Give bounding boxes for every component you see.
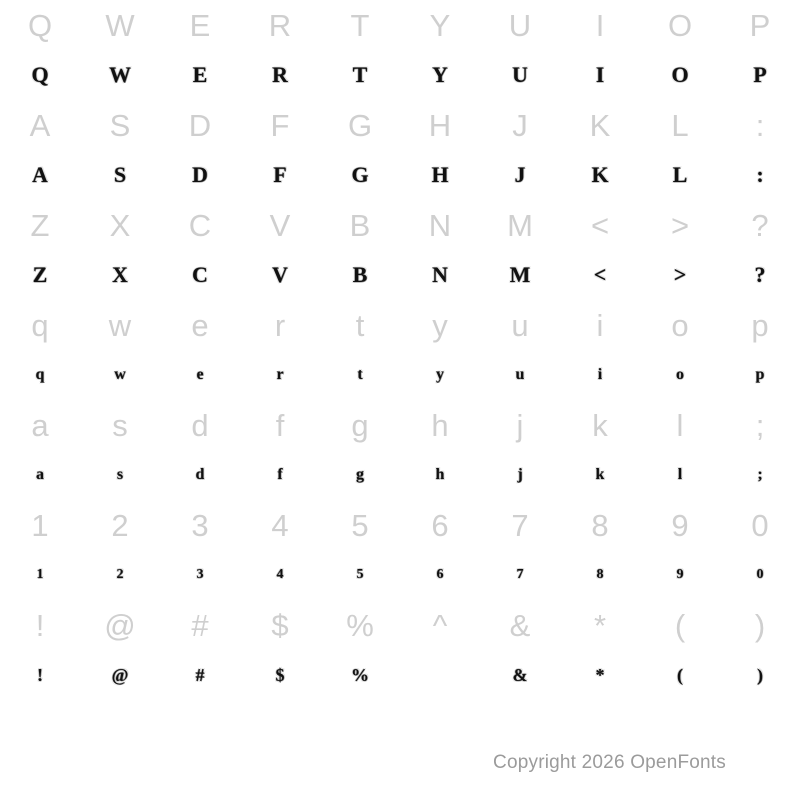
glyph-cell: 6 — [431, 507, 449, 543]
glyph-cell: q — [31, 307, 49, 343]
glyph-cell: H — [428, 107, 452, 143]
glyph-cell: 8 — [591, 507, 609, 543]
glyph-cell: G — [351, 162, 369, 187]
glyph-cell: Z — [32, 262, 48, 287]
glyph-cell: R — [272, 62, 288, 87]
glyph-cell: @ — [111, 665, 129, 685]
glyph-cell: h — [435, 466, 445, 483]
glyph-cell: I — [595, 62, 605, 87]
glyph-cell: 5 — [356, 567, 364, 582]
glyph-cell: 4 — [276, 567, 284, 582]
glyph-cell: R — [268, 7, 292, 43]
glyph-cell: : — [756, 162, 764, 187]
glyph-cell: w — [108, 307, 132, 343]
glyph-cell: r — [274, 307, 286, 343]
glyph-cell: O — [667, 7, 693, 43]
glyph-cell: ! — [35, 607, 45, 643]
glyph-cell: ? — [751, 207, 769, 243]
glyph-cell: # — [195, 665, 205, 685]
glyph-cell: r — [276, 366, 284, 383]
glyph-cell: l — [677, 466, 683, 483]
glyph-cell: M — [509, 262, 531, 287]
glyph-cell: t — [357, 366, 363, 383]
glyph-cell: 6 — [436, 567, 444, 582]
glyph-cell: # — [191, 607, 209, 643]
glyph-cell: ) — [754, 607, 766, 643]
glyph-cell: B — [352, 262, 368, 287]
glyph-cell: L — [671, 107, 689, 143]
glyph-cell: 5 — [351, 507, 369, 543]
glyph-cell: < — [590, 207, 610, 243]
glyph-cell: Q — [27, 7, 53, 43]
glyph-cell: Q — [31, 62, 49, 87]
glyph-cell: ^ — [432, 607, 448, 643]
glyph-cell: X — [112, 262, 128, 287]
glyph-cell: & — [512, 665, 528, 685]
glyph-cell: g — [356, 466, 364, 483]
glyph-cell: ( — [677, 665, 683, 685]
glyph-cell: ; — [755, 407, 765, 443]
glyph-cell: C — [188, 207, 212, 243]
glyph-cell: w — [114, 366, 126, 383]
specimen-row — [0, 550, 800, 600]
glyph-cell: F — [270, 107, 290, 143]
specimen-row — [0, 250, 800, 300]
glyph-cell: X — [109, 207, 131, 243]
glyph-cell: C — [192, 262, 208, 287]
glyph-cell: M — [507, 207, 533, 243]
glyph-cell: 7 — [516, 567, 524, 582]
glyph-cell: 1 — [36, 567, 44, 582]
glyph-cell: a — [31, 407, 49, 443]
reference-row — [0, 500, 800, 550]
glyph-cell: k — [592, 407, 608, 443]
glyph-cell: 8 — [596, 567, 604, 582]
glyph-cell: U — [508, 7, 532, 43]
glyph-cell: B — [349, 207, 371, 243]
glyph-cell: ) — [757, 665, 763, 685]
glyph-cell: f — [275, 407, 285, 443]
glyph-cell: 9 — [671, 507, 689, 543]
glyph-cell: J — [512, 107, 528, 143]
glyph-cell: j — [517, 466, 523, 483]
copyright-notice: Copyright 2026 OpenFonts — [493, 752, 726, 773]
glyph-cell: 4 — [271, 507, 289, 543]
glyph-cell: 2 — [111, 507, 129, 543]
glyph-cell: ? — [754, 262, 766, 287]
glyph-cell: ! — [37, 665, 43, 685]
glyph-cell: q — [35, 366, 45, 383]
glyph-cell: o — [671, 307, 689, 343]
glyph-cell: S — [109, 107, 131, 143]
glyph-cell: 9 — [676, 567, 684, 582]
glyph-cell: : — [755, 107, 765, 143]
specimen-row — [0, 450, 800, 500]
glyph-cell: N — [428, 207, 452, 243]
glyph-cell: D — [192, 162, 208, 187]
glyph-cell: t — [355, 307, 365, 343]
glyph-cell: @ — [104, 607, 136, 643]
glyph-cell: i — [596, 307, 604, 343]
glyph-cell: & — [509, 607, 531, 643]
glyph-cell: E — [192, 62, 208, 87]
specimen-row — [0, 50, 800, 100]
glyph-cell: 3 — [196, 567, 204, 582]
glyph-cell: G — [347, 107, 373, 143]
glyph-cell: 7 — [511, 507, 529, 543]
glyph-cell: u — [511, 307, 529, 343]
glyph-cell: o — [676, 366, 684, 383]
specimen-row — [0, 650, 800, 700]
glyph-cell: y — [432, 307, 448, 343]
glyph-cell: Z — [30, 207, 50, 243]
glyph-cell: l — [676, 407, 684, 443]
reference-row — [0, 0, 800, 50]
glyph-cell: y — [436, 366, 444, 383]
glyph-cell: d — [191, 407, 209, 443]
reference-row — [0, 100, 800, 150]
glyph-cell: g — [351, 407, 369, 443]
glyph-cell: $ — [271, 607, 289, 643]
reference-row — [0, 600, 800, 650]
glyph-cell: * — [595, 665, 605, 685]
glyph-cell: f — [277, 466, 283, 483]
glyph-cell: V — [272, 262, 288, 287]
glyph-cell: N — [432, 262, 448, 287]
glyph-cell: T — [352, 62, 368, 87]
glyph-cell: i — [597, 366, 603, 383]
glyph-cell: J — [514, 162, 526, 187]
glyph-cell: a — [36, 466, 44, 483]
glyph-cell: T — [350, 7, 370, 43]
glyph-cell: h — [431, 407, 449, 443]
glyph-cell: d — [195, 466, 205, 483]
glyph-cell: V — [269, 207, 291, 243]
glyph-cell: A — [29, 107, 51, 143]
glyph-cell: 3 — [191, 507, 209, 543]
reference-row — [0, 200, 800, 250]
glyph-cell: s — [112, 407, 128, 443]
glyph-cell: s — [116, 466, 124, 483]
glyph-cell: p — [755, 366, 765, 383]
glyph-cell: p — [751, 307, 769, 343]
glyph-cell: D — [188, 107, 212, 143]
glyph-cell: I — [595, 7, 605, 43]
glyph-cell: $ — [275, 665, 285, 685]
glyph-cell: > — [670, 207, 690, 243]
glyph-cell: < — [593, 262, 607, 287]
reference-row — [0, 400, 800, 450]
glyph-cell: Y — [432, 62, 448, 87]
glyph-cell: 1 — [31, 507, 49, 543]
glyph-cell: ( — [674, 607, 686, 643]
glyph-cell: > — [673, 262, 687, 287]
glyph-cell: K — [589, 107, 611, 143]
glyph-cell: % — [351, 665, 369, 685]
glyph-cell: F — [273, 162, 287, 187]
glyph-cell: e — [196, 366, 204, 383]
glyph-cell: e — [191, 307, 209, 343]
glyph-cell: L — [672, 162, 688, 187]
glyph-cell: A — [32, 162, 48, 187]
glyph-cell: H — [431, 162, 449, 187]
glyph-cell: * — [593, 607, 607, 643]
glyph-cell: K — [591, 162, 609, 187]
glyph-cell: P — [753, 62, 767, 87]
glyph-cell: W — [109, 62, 131, 87]
specimen-row — [0, 350, 800, 400]
specimen-row — [0, 150, 800, 200]
glyph-cell: S — [113, 162, 127, 187]
glyph-cell: P — [749, 7, 771, 43]
glyph-cell: j — [516, 407, 524, 443]
glyph-cell: E — [189, 7, 211, 43]
glyph-cell: u — [515, 366, 525, 383]
glyph-cell: Y — [429, 7, 451, 43]
glyph-cell: 2 — [116, 567, 124, 582]
glyph-cell: % — [346, 607, 374, 643]
glyph-cell: ; — [757, 466, 763, 483]
glyph-cell: O — [671, 62, 689, 87]
glyph-cell: U — [512, 62, 528, 87]
glyph-cell: 0 — [751, 507, 769, 543]
glyph-cell: W — [105, 7, 135, 43]
glyph-cell: k — [595, 466, 605, 483]
glyph-cell: 0 — [756, 567, 764, 582]
reference-row — [0, 300, 800, 350]
